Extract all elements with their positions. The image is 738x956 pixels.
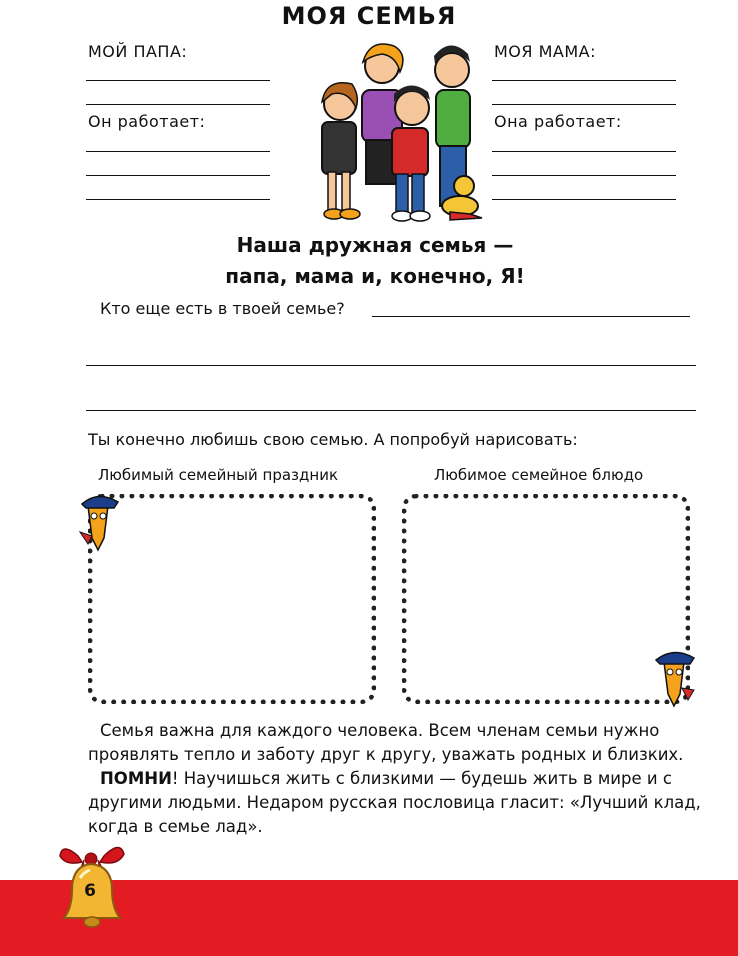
mom-heading: МОЯ МАМА:	[494, 42, 596, 61]
answer-line-2[interactable]	[86, 365, 696, 366]
family-question: Кто еще есть в твоей семье?	[100, 299, 345, 318]
dad-line-2[interactable]	[86, 104, 270, 105]
family-illustration	[300, 38, 490, 224]
answer-line-3[interactable]	[86, 410, 696, 411]
left-box-caption: Любимый семейный праздник	[98, 466, 338, 484]
answer-line-1[interactable]	[372, 316, 690, 317]
page-title: МОЯ СЕМЬЯ	[281, 2, 457, 30]
draw-prompt: Ты конечно любишь свою семью. А попробуй нарисовать:	[88, 430, 578, 449]
dad-line-1[interactable]	[86, 80, 270, 81]
right-box-caption: Любимое семейное блюдо	[434, 466, 644, 484]
mom-work-line-3[interactable]	[492, 199, 676, 200]
page-number: 6	[84, 881, 96, 901]
paragraph-remember	[88, 767, 702, 839]
mom-line-1[interactable]	[492, 80, 676, 81]
mom-work-line-2[interactable]	[492, 175, 676, 176]
mom-works-label: Она работает:	[494, 112, 622, 131]
pencil-character-icon	[652, 648, 696, 708]
dad-work-line-2[interactable]	[86, 175, 270, 176]
mom-work-line-1[interactable]	[492, 151, 676, 152]
slogan	[170, 230, 580, 292]
remember-label: ПОМНИ	[100, 769, 172, 788]
dad-work-line-1[interactable]	[86, 151, 270, 152]
pencil-character-icon	[78, 492, 122, 552]
paragraph-remember-text: ! Научишься жить с близкими — будешь жить в мире и с другими людьми. Недаром русская пословица гласит: «Лучший клад, когда в семье лад».	[88, 769, 701, 836]
slogan-line-2: папа, мама и, конечно, Я!	[225, 264, 525, 288]
dad-works-label: Он работает:	[88, 112, 206, 131]
mom-line-2[interactable]	[492, 104, 676, 105]
paragraph-family: Семья важна для каждого человека. Всем членам семьи нужно проявлять тепло и заботу друг к другу, уважать родных и близких.	[88, 721, 684, 764]
drawing-box-dish[interactable]	[402, 494, 690, 704]
dad-heading: МОЙ ПАПА:	[88, 42, 188, 61]
dad-work-line-3[interactable]	[86, 199, 270, 200]
slogan-line-1: Наша дружная семья —	[236, 233, 514, 257]
drawing-box-holiday[interactable]	[88, 494, 376, 704]
